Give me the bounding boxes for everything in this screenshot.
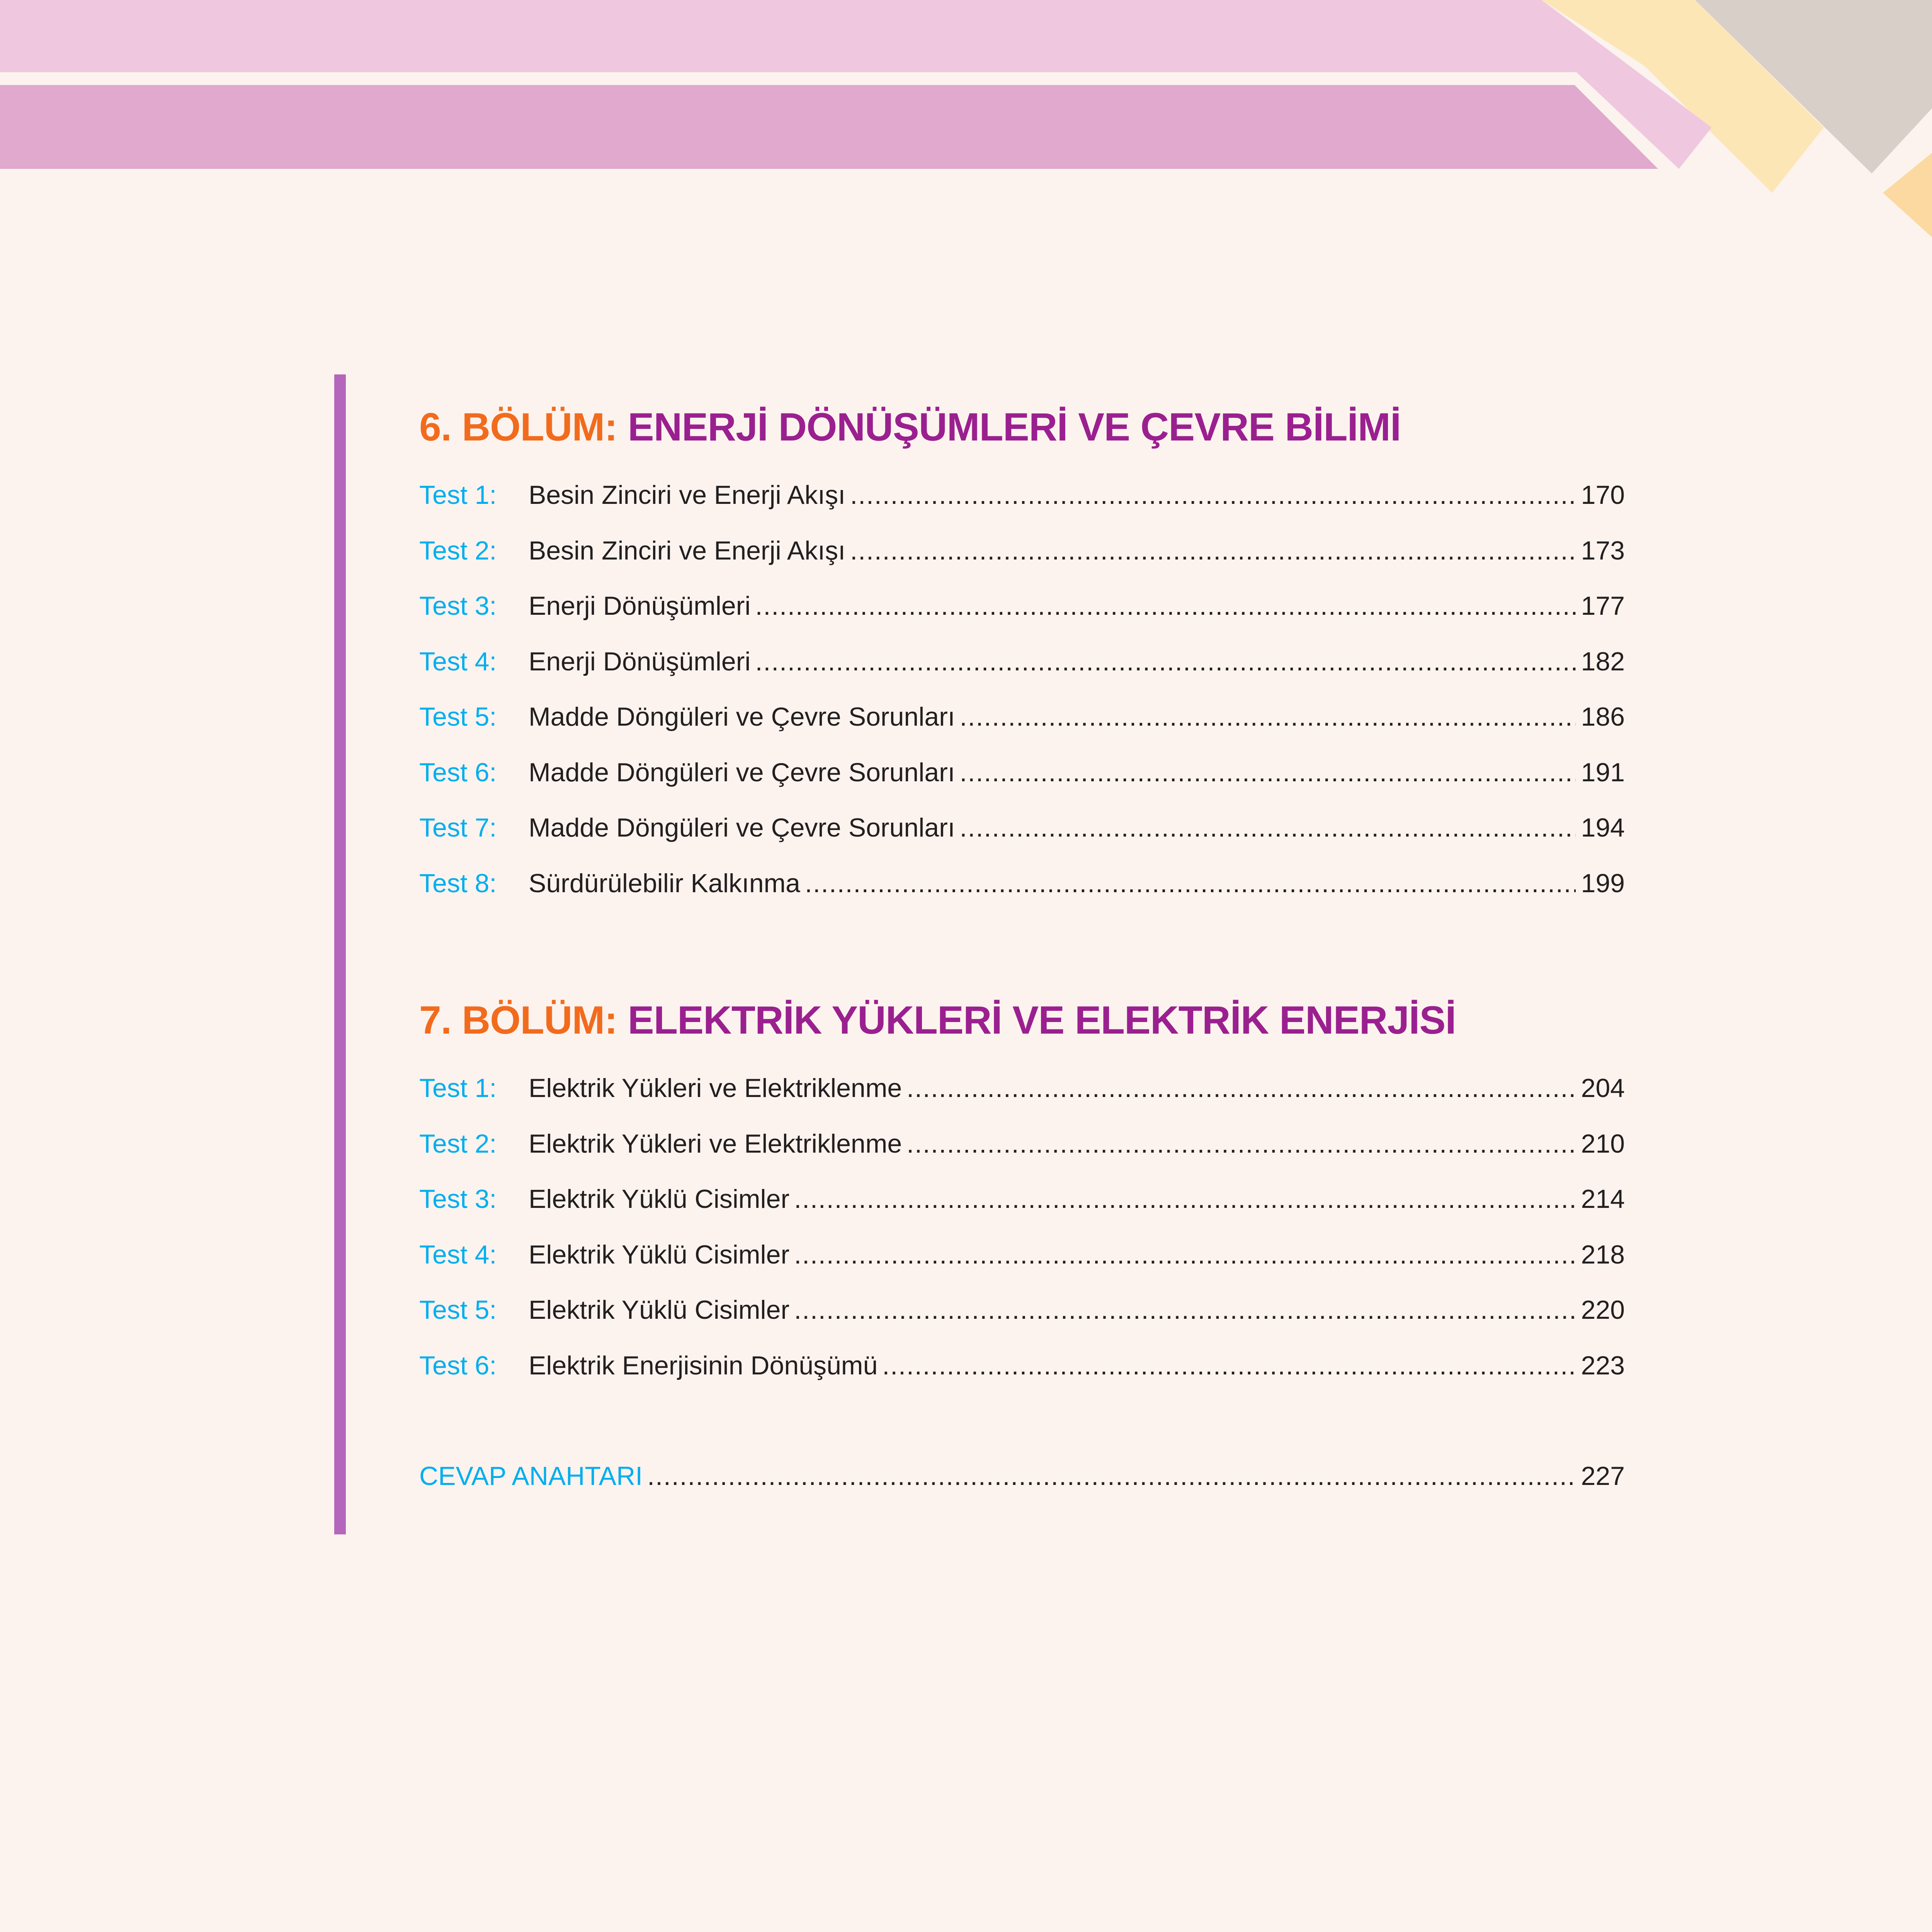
toc-entry[interactable] <box>419 1061 1625 1116</box>
dot-leader <box>960 689 1576 745</box>
dot-leader <box>805 856 1576 912</box>
test-title: Elektrik Yüklü Cisimler <box>529 1295 790 1325</box>
test-title: Elektrik Yüklü Cisimler <box>529 1184 790 1214</box>
test-label: Test 7: <box>419 813 497 842</box>
test-label: Test 6: <box>419 1350 497 1380</box>
toc-entry[interactable] <box>419 468 1625 523</box>
test-label: Test 8: <box>419 868 497 898</box>
chapter-heading <box>419 402 1625 452</box>
test-label: Test 1: <box>419 480 497 510</box>
accent-bar <box>334 374 346 1534</box>
toc-entry[interactable] <box>419 1172 1625 1227</box>
toc-entry[interactable] <box>419 578 1625 634</box>
test-title: Enerji Dönüşümleri <box>529 646 751 676</box>
page-number: 227 <box>1581 1461 1625 1491</box>
dot-leader <box>850 523 1575 579</box>
page-number: 223 <box>1581 1350 1625 1380</box>
test-title: Madde Döngüleri ve Çevre Sorunları <box>529 813 955 842</box>
dark-pink-band <box>0 85 1658 169</box>
answer-key-section <box>419 1449 1625 1504</box>
toc-entry-answer-key[interactable] <box>419 1449 1625 1504</box>
test-title: Besin Zinciri ve Enerji Akışı <box>529 536 846 565</box>
page-number: 194 <box>1581 813 1625 842</box>
page-number: 199 <box>1581 868 1625 898</box>
page-number: 177 <box>1581 591 1625 621</box>
dot-leader <box>850 468 1575 523</box>
test-title: Elektrik Yükleri ve Elektriklenme <box>529 1073 902 1103</box>
dot-leader <box>906 1061 1575 1116</box>
page-number: 170 <box>1581 480 1625 510</box>
page-number: 220 <box>1581 1295 1625 1325</box>
toc-entry[interactable] <box>419 1227 1625 1283</box>
toc-entry[interactable] <box>419 634 1625 690</box>
toc-entry[interactable] <box>419 856 1625 912</box>
page-number: 173 <box>1581 536 1625 565</box>
dot-leader <box>647 1449 1575 1504</box>
test-title: Madde Döngüleri ve Çevre Sorunları <box>529 702 955 731</box>
chapter-7 <box>419 995 1625 1393</box>
dot-leader <box>755 578 1575 634</box>
toc-entry[interactable] <box>419 1282 1625 1338</box>
dot-leader <box>906 1116 1575 1172</box>
test-label: Test 5: <box>419 1295 497 1325</box>
toc-entry[interactable] <box>419 1116 1625 1172</box>
toc-entry[interactable] <box>419 1338 1625 1394</box>
test-label: Test 3: <box>419 1184 497 1214</box>
header-decoration <box>0 0 1932 278</box>
test-title: Elektrik Enerjisinin Dönüşümü <box>529 1350 878 1380</box>
dot-leader <box>960 800 1576 856</box>
chapter-title: ELEKTRİK YÜKLERİ VE ELEKTRİK ENERJİSİ <box>628 998 1456 1042</box>
chapter-6 <box>419 402 1625 911</box>
chapter-number: 6. BÖLÜM: <box>419 405 617 449</box>
test-label: Test 1: <box>419 1073 497 1103</box>
page-number: 214 <box>1581 1184 1625 1214</box>
toc-list <box>419 468 1625 911</box>
dot-leader <box>794 1172 1575 1227</box>
page-number: 191 <box>1581 757 1625 787</box>
test-label: Test 6: <box>419 757 497 787</box>
page-number: 210 <box>1581 1129 1625 1158</box>
chapter-title: ENERJİ DÖNÜŞÜMLERİ VE ÇEVRE BİLİMİ <box>628 405 1401 449</box>
dot-leader <box>755 634 1575 690</box>
test-label: Test 5: <box>419 702 497 731</box>
toc-list <box>419 1061 1625 1393</box>
test-label: Test 4: <box>419 646 497 676</box>
test-label: Test 2: <box>419 536 497 565</box>
test-title: Madde Döngüleri ve Çevre Sorunları <box>529 757 955 787</box>
page-number: 218 <box>1581 1240 1625 1269</box>
test-label: Test 4: <box>419 1240 497 1269</box>
dot-leader <box>794 1282 1575 1338</box>
test-title: Elektrik Yükleri ve Elektriklenme <box>529 1129 902 1158</box>
dot-leader <box>960 745 1576 801</box>
dot-leader <box>882 1338 1575 1394</box>
test-label: Test 2: <box>419 1129 497 1158</box>
page-number: 204 <box>1581 1073 1625 1103</box>
toc-entry[interactable] <box>419 800 1625 856</box>
test-title: Besin Zinciri ve Enerji Akışı <box>529 480 846 510</box>
page-number: 182 <box>1581 646 1625 676</box>
test-label: Test 3: <box>419 591 497 621</box>
chapter-number: 7. BÖLÜM: <box>419 998 617 1042</box>
test-title: Sürdürülebilir Kalkınma <box>529 868 800 898</box>
page-number: 186 <box>1581 702 1625 731</box>
answer-key-title: CEVAP ANAHTARI <box>419 1461 643 1491</box>
toc-entry[interactable] <box>419 689 1625 745</box>
dot-leader <box>794 1227 1575 1283</box>
toc-entry[interactable] <box>419 523 1625 579</box>
test-title: Elektrik Yüklü Cisimler <box>529 1240 790 1269</box>
chapter-heading <box>419 995 1625 1045</box>
toc-entry[interactable] <box>419 745 1625 801</box>
test-title: Enerji Dönüşümleri <box>529 591 751 621</box>
